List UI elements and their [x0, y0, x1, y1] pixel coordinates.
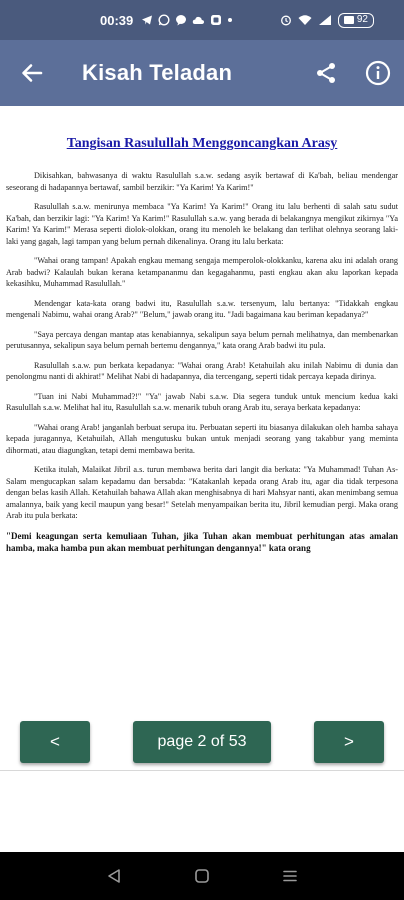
info-icon [365, 60, 391, 86]
messenger-icon [175, 14, 187, 26]
alarm-icon [280, 14, 292, 26]
article-paragraph: "Wahai orang Arab! janganlah berbuat serupa itu. Perbuatan seperti itu biasanya dilakukan oleh hamba sahaya kepada juragannya, Ketahuilah, Allah mengutusku bukan untuk menjadi seorang yang takabbur yang meminta dihormati, atau diagungkan, tetapi demi membawa berita. [6, 422, 398, 455]
article-paragraph: "Wahai orang tampan! Apakah engkau memang sengaja memperolok-olokkanku, karena aku ini adalah orang Arab badwi? Kalaulah bukan kerana ketampananmu dan kegagahanmu, pasti engkau akan aku laporkan kepada kekasihku, Muhammad Rasulullah." [6, 256, 398, 288]
battery-icon [338, 13, 374, 28]
telegram-icon [141, 14, 153, 26]
app-bar-actions [300, 40, 404, 106]
system-nav-bar [0, 852, 404, 900]
article-paragraph: Rasulullah s.a.w. menirunya membaca "Ya Karim! Ya Karim!" Orang itu lalu berhenti di salah satu sudut Ka'bah, dan berzikir lagi: "Ya Karim! Ya Karim!" Rasulullah s.a.w. yang berada di belakangnya mengikut zikirnya "Ya Karim! Ya Karim!" Merasa seperti diolok-olokkan, orang itu menoleh ke belakang dan terlihat olehnya seorang laki-laki yang gagah, lagi tampan yang belum pernah dikenalinya. Orang itu lalu berkata: [6, 202, 398, 246]
article-paragraph: Ketika itulah, Malaikat Jibril a.s. turun membawa berita dari langit dia berkata: "Ya Muhammad! Tuhan As-Salam mengucapkan salam kepadamu dan bersabda: "Katakanlah kepada orang Arab itu, agar dia tidak terpesona dengan belas kasih Allah. Ketahuilah bahawa Allah akan menghisabnya di hari Mahsyar nanti, akan menimbang semua amalannya, baik yang kecil maupun yang besar!" Setelah menyampaikan berita itu, Jibril kemudian pergi. Maka orang Arab itu pula berkata: [6, 465, 398, 520]
next-page-button[interactable]: > [314, 721, 384, 763]
nav-home-button[interactable] [182, 856, 222, 896]
article-paragraph: Rasulullah s.a.w. pun berkata kepadanya: "Wahai orang Arab! Ketahuilah aku inilah Nabimu di dunia dan penolongmu nanti di akhirat!" Melihat Nabi di hadapannya, dia tercengang, seperti tidak percaya kepada dirinya. [6, 360, 398, 381]
cloud-icon [192, 14, 205, 26]
article-paragraph: "Tuan ini Nabi Muhammad?!" "Ya" jawab Nabi s.a.w. Dia segera tunduk untuk mencium kedua kaki Rasulullah s.a.w. Melihat hal itu, Rasulullah s.a.w. menarik tubuh orang Arab itu, seraya berkata kepadanya: [6, 391, 398, 412]
battery-level: 92 [356, 14, 368, 25]
arrow-left-icon [21, 62, 43, 84]
article-title: Tangisan Rasulullah Menggoncangkan Arasy [66, 136, 338, 151]
app-bar [0, 40, 404, 106]
share-icon [314, 61, 338, 85]
blank-area [0, 770, 404, 852]
status-system-icons [280, 13, 374, 28]
info-button[interactable] [352, 40, 404, 106]
page-indicator-button[interactable]: page 2 of 53 [133, 721, 271, 763]
status-time: 00:39 [100, 12, 134, 28]
status-notification-icons [141, 14, 233, 26]
back-button[interactable] [0, 40, 64, 106]
article-paragraph: "Saya percaya dengan mantap atas kenabiannya, sekalipun saya belum pernah melihatnya, dan membenarkan perutusannya, sekalipun saya belum pernah bertemu dengannya," kata orang Arab badwi itu pula. [6, 329, 398, 350]
article-paragraph-bold: "Demi keagungan serta kemuliaan Tuhan, jika Tuhan akan membuat perhitungan atas amalan hamba, maka hamba pun akan membuat perhitungan dengannya!" kata orang [6, 530, 398, 553]
previous-page-button[interactable]: < [20, 721, 90, 763]
recents-menu-icon [282, 868, 298, 884]
wifi-icon [298, 14, 312, 26]
status-bar [0, 0, 404, 40]
dot-icon [227, 14, 233, 26]
article-content[interactable] [0, 106, 404, 770]
app-title: Kisah Teladan [82, 60, 233, 85]
home-square-icon [194, 868, 210, 884]
article-paragraph: Mendengar kata-kata orang badwi itu, Rasulullah s.a.w. tersenyum, lalu bertanya: "Tidakkah engkau mengenali Nabimu, wahai orang Arab?" "Belum," jawab orang itu. "Jadi bagaimana kau beriman kepadanya?" [6, 298, 398, 319]
whatsapp-icon [158, 14, 170, 26]
share-button[interactable] [300, 40, 352, 106]
pager [0, 716, 404, 768]
nav-recents-button[interactable] [270, 856, 310, 896]
back-triangle-icon [106, 868, 122, 884]
nav-back-button[interactable] [94, 856, 134, 896]
app-icon [210, 14, 222, 26]
article-paragraph: Dikisahkan, bahwasanya di waktu Rasulullah s.a.w. sedang asyik bertawaf di Ka'bah, beliau mendengar seseorang di hadapannya bertawaf, sambil berzikir: "Ya Karim! Ya Karim!" [6, 171, 398, 192]
signal-icon [318, 14, 332, 26]
